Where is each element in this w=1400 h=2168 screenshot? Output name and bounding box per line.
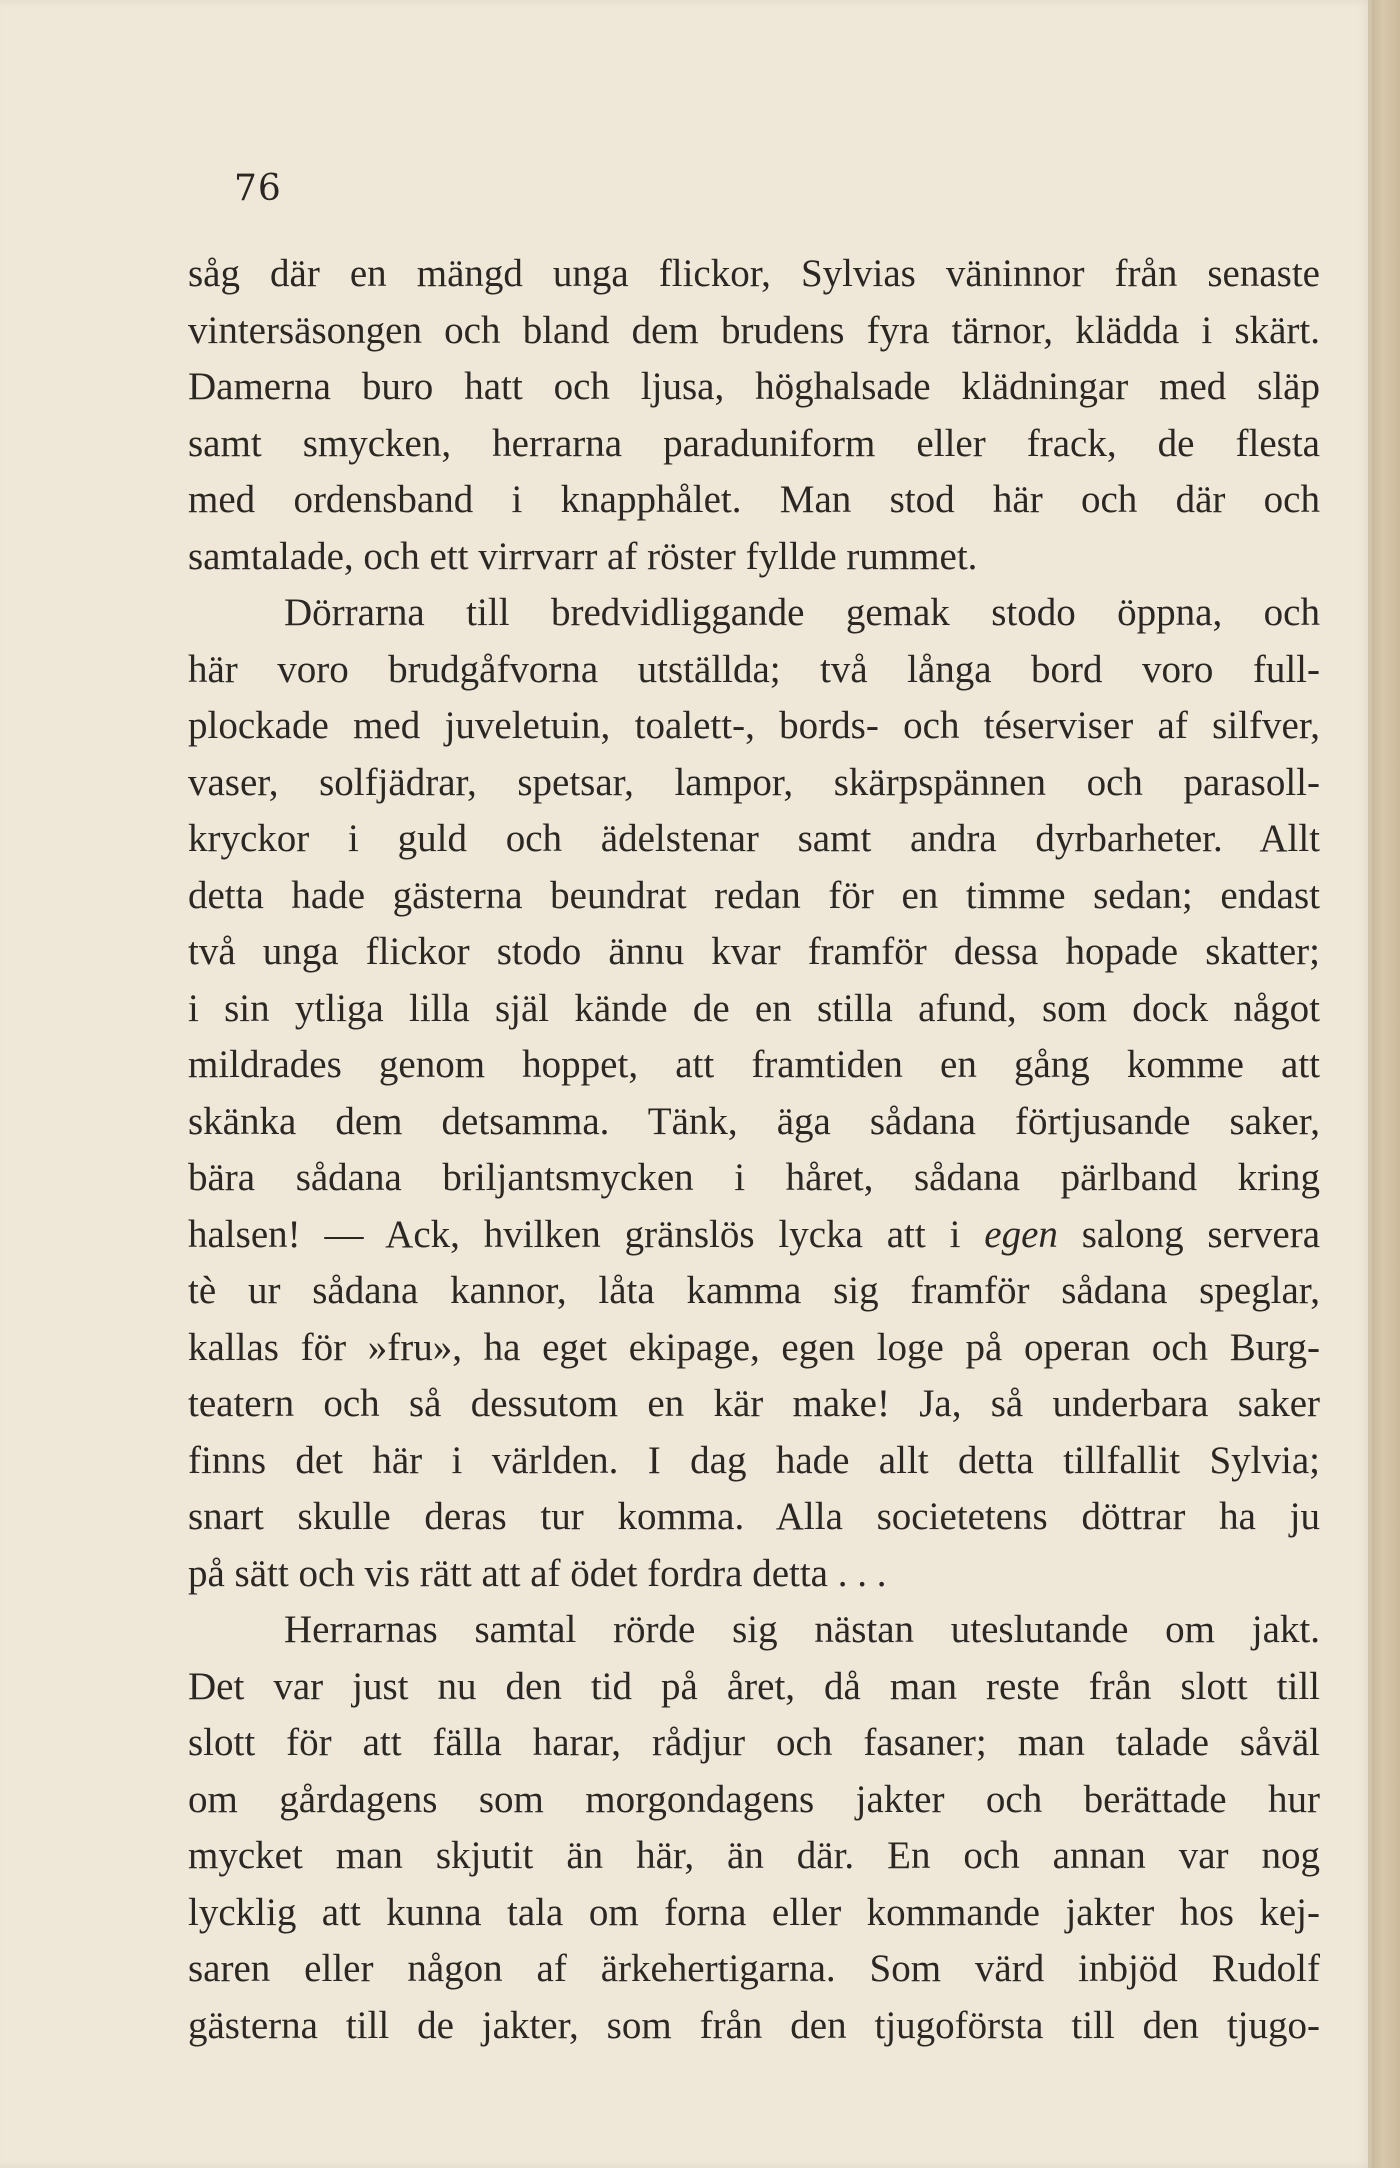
text-line: mycket man skjutit än här, än där. En och annan var nog (188, 1834, 1320, 1877)
text-fragment: salong servera (1057, 1212, 1321, 1256)
text-line: mildrades genom hoppet, att framtiden en gång komme att (188, 1043, 1320, 1086)
text-line: slott för att fälla harar, rådjur och fasaner; man talade såväl (188, 1721, 1320, 1764)
text-line: Det var just nu den tid på året, då man reste från slott till (188, 1664, 1320, 1708)
text-line: samtalade, och ett virrvarr af röster fyllde rummet. (188, 534, 978, 578)
text-line: detta hade gästerna beundrat redan för en timme sedan; endast (188, 873, 1320, 917)
paragraph-start-line: Herrarnas samtal rörde sig nästan uteslutande om jakt. (284, 1608, 1320, 1651)
body-text (188, 246, 1320, 2054)
text-line: snart skulle deras tur komma. Alla societetens döttrar ha ju (188, 1495, 1320, 1538)
text-line: samt smycken, herrarna paraduniform eller frack, de flesta (188, 421, 1320, 465)
text-line: på sätt och vis rätt att af ödet fordra detta . . . (188, 1551, 887, 1595)
text-line: teatern och så dessutom en kär make! Ja, så underbara saker (188, 1382, 1320, 1425)
text-line: vintersäsongen och bland dem brudens fyra tärnor, klädda i skärt. (188, 308, 1320, 352)
text-line: tè ur sådana kannor, låta kamma sig framför sådana speglar, (188, 1269, 1320, 1312)
text-line: plockade med juveletuin, toalett-, bords- och téserviser af silfver, (188, 704, 1320, 747)
page-number: 76 (234, 168, 282, 209)
text-line: såg där en mängd unga flickor, Sylvias väninnor från senaste (188, 252, 1320, 295)
page-edge (1372, 0, 1400, 2168)
text-fragment: halsen! — Ack, hvilken gränslös lycka att i (188, 1212, 985, 1256)
text-line: bära sådana briljantsmycken i håret, sådana pärlband kring (188, 1156, 1320, 1199)
text-line: saren eller någon af ärkehertigarna. Som värd inbjöd Rudolf (188, 1947, 1320, 1990)
paragraph-start-line: Dörrarna till bredvidliggande gemak stodo öppna, och (284, 591, 1320, 634)
text-line: om gårdagens som morgondagens jakter och berättade hur (188, 1777, 1320, 1821)
text-line: kallas för »fru», ha eget ekipage, egen loge på operan och Burg- (188, 1325, 1320, 1369)
text-line: här voro brudgåfvorna utställda; två långa bord voro full- (188, 647, 1320, 691)
text-line: i sin ytliga lilla själ kände de en stilla afund, som dock något (188, 986, 1320, 1030)
text-line: med ordensband i knapphålet. Man stod här och där och (188, 478, 1320, 521)
text-line: gästerna till de jakter, som från den tjugoförsta till den tjugo- (188, 2003, 1320, 2047)
text-line: skänka dem detsamma. Tänk, äga sådana förtjusande saker, (188, 1099, 1320, 1143)
text-line: Damerna buro hatt och ljusa, höghalsade klädningar med släp (188, 365, 1320, 408)
text-line: kryckor i guld och ädelstenar samt andra dyrbarheter. Allt (188, 817, 1320, 860)
italic-word: egen (984, 1212, 1058, 1256)
text-line: två unga flickor stodo ännu kvar framför dessa hopade skatter; (188, 930, 1320, 973)
text-line-with-italic (188, 1207, 1320, 1264)
text-line: finns det här i världen. I dag hade allt detta tillfallit Sylvia; (188, 1438, 1320, 1482)
text-line: lycklig att kunna tala om forna eller kommande jakter hos kej- (188, 1890, 1320, 1934)
text-line: vaser, solfjädrar, spetsar, lampor, skärpspännen och parasoll- (188, 760, 1320, 804)
